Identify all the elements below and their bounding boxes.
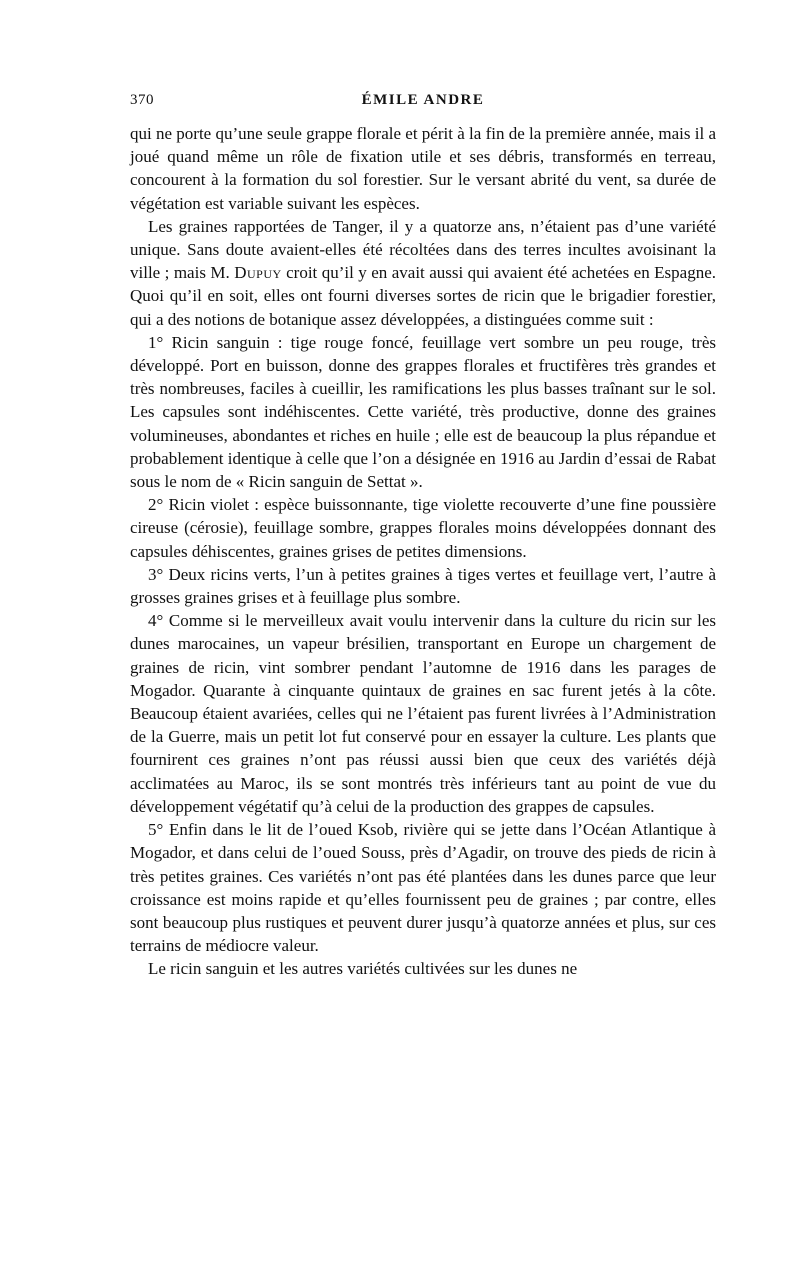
- person-name: Dupuy: [234, 263, 282, 283]
- running-head: ÉMILE ANDRE: [361, 92, 485, 108]
- paragraph-tanger-seeds: [130, 215, 716, 331]
- body-text: [130, 122, 716, 981]
- page-number: 370: [130, 92, 154, 108]
- paragraph-item-2: 2° Ricin violet : espèce buissonnante, tige violette recouverte d’une fine poussière cireuse (cérosie), feuillage sombre, grappes florales moins développées donnant des capsules déhiscentes, graines grises de petites dimensions.: [130, 495, 716, 561]
- paragraph-final: Le ricin sanguin et les autres variétés cultivées sur les dunes ne: [148, 959, 578, 979]
- paragraph-text: Les graines rapportées de Tanger, il y a quatorze ans, n’étaient pas d’une variété unique. Sans doute avaient-elles été récoltées dans des terres incultes avoisinant la ville ; mais M.: [130, 216, 716, 283]
- page-header: [130, 92, 716, 116]
- paragraph-item-3: 3° Deux ricins verts, l’un à petites graines à tiges vertes et feuillage vert, l’autre à grosses graines grises et à feuillage plus sombre.: [130, 564, 716, 608]
- paragraph-item-4: 4° Comme si le merveilleux avait voulu intervenir dans la culture du ricin sur les dunes marocaines, un vapeur brésilien, transportant en Europe un chargement de graines de ricin, vint sombrer pendant l’automne de 1916 dans les parages de Mogador. Quarante à cinquante quintaux de graines en sac furent jetés à la côte. Beaucoup étaient avariées, celles qui ne l’étaient pas furent livrées à l’Administration de la Guerre, mais un petit lot fut conservé pour en essayer la culture. Les plants que fournirent ces graines n’ont pas réussi aussi bien que ceux des variétés déjà acclimatées au Maroc, ils se sont montrés très inférieurs tant au point de vue du développement végétatif qu’à celui de la production des grappes de capsules.: [130, 611, 716, 816]
- paragraph-continuation: qui ne porte qu’une seule grappe florale et périt à la fin de la première année, mais il a joué quand même un rôle de fixation utile et ses débris, transformés en terreau, concourent à la formation du sol forestier. Sur le versant abrité du vent, sa durée de végétation est variable suivant les espèces.: [130, 124, 716, 213]
- paragraph-item-5: 5° Enfin dans le lit de l’oued Ksob, rivière qui se jette dans l’Océan Atlantique à Mogador, et dans celui de l’oued Souss, près d’Agadir, on trouve des pieds de ricin à très petites graines. Ces variétés n’ont pas été plantées dans les dunes parce que leur croissance est moins rapide et qu’elles fournissent peu de graines ; par contre, elles sont beaucoup plus rustiques et peuvent durer jusqu’à quatorze années et plus, sur ces terrains de médiocre valeur.: [130, 820, 716, 956]
- paragraph-text: croit qu’il y en avait aussi qui avaient été achetées en Espagne. Quoi qu’il en soit, elles ont fourni diverses sortes de ricin que le brigadier forestier, qui a des notions de botanique assez développées, a distinguées comme suit :: [130, 263, 716, 329]
- paragraph-item-1: 1° Ricin sanguin : tige rouge foncé, feuillage vert sombre un peu rouge, très développé. Port en buisson, donne des grappes florales et fructifères très grandes et très nombreuses, faciles à cueillir, les ramifications les plus basses traînant sur le sol. Les capsules sont indéhiscentes. Cette variété, très productive, donne des graines volumineuses, abondantes et riches en huile ; elle est de beaucoup la plus répandue et probablement identique à celle que l’on a désignée en 1916 au Jardin d’essai de Rabat sous le nom de « Ricin sanguin de Settat ».: [130, 332, 716, 492]
